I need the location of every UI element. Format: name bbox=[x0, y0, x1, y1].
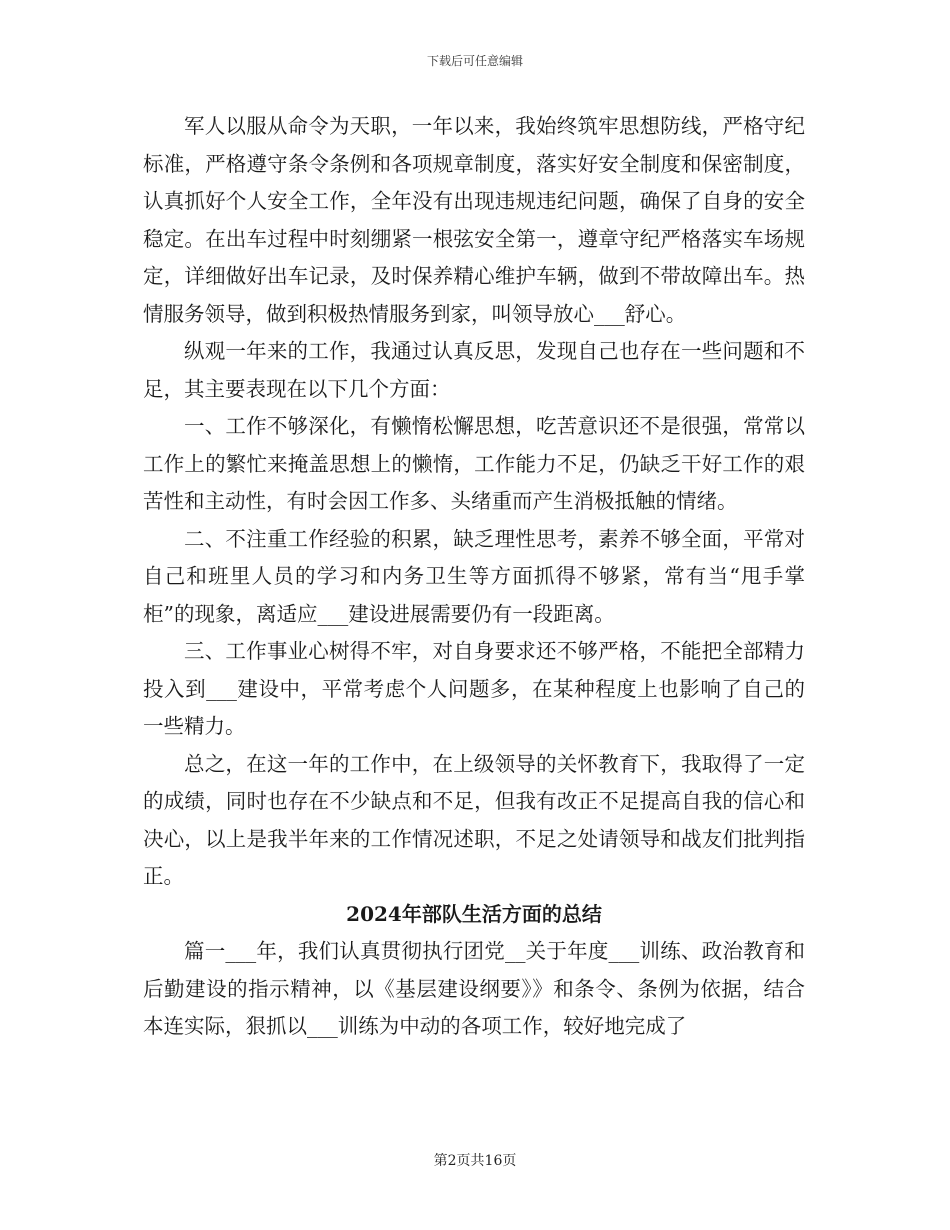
section-title: 2024年部队生活方面的总结 bbox=[346, 901, 602, 926]
paragraph-problem-one: 一、工作不够深化，有懒惰松懈思想，吃苦意识还不是很强，常常以工作上的繁忙来掩盖思想上的懒惰，工作能力不足，仍缺乏干好工作的艰苦性和主动性，有时会因工作多、头绪重而产生消极抵触的情绪。 bbox=[143, 414, 805, 513]
paragraph-discipline: 军人以服从命令为天职，一年以来，我始终筑牢思想防线，严格守纪标准，严格遵守条令条例和各项规章制度，落实好安全制度和保密制度，认真抓好个人安全工作，全年没有出现违规违纪问题，确保了自身的安全稳定。在出车过程中时刻绷紧一根弦安全第一，遵章守纪严格落实车场规定，详细做好出车记录，及时保养精心维护车辆，做到不带故障出车。热情服务领导，做到积极热情服务到家，叫领导放心___舒心。 bbox=[143, 114, 805, 326]
document-body bbox=[143, 108, 805, 1046]
page-number: 第2页共16页 bbox=[433, 1153, 517, 1169]
paragraph-section-one: 篇一___年，我们认真贯彻执行团党__关于年度___训练、政治教育和后勤建设的指示精神，以《基层建设纲要》》和条令、条例为依据，结合本连实际，狠抓以___训练为中动的各项工作，较好地完成了 bbox=[143, 939, 805, 1038]
paragraph-problem-three: 三、工作事业心树得不牢，对自身要求还不够严格，不能把全部精力投入到___建设中，平常考虑个人问题多，在某种程度上也影响了自己的一些精力。 bbox=[143, 639, 805, 738]
paragraph-reflection-intro: 纵观一年来的工作，我通过认真反思，发现自己也存在一些问题和不足，其主要表现在以下几个方面： bbox=[143, 339, 805, 401]
paragraph-conclusion: 总之，在这一年的工作中，在上级领导的关怀教育下，我取得了一定的成绩，同时也存在不少缺点和不足，但我有改正不足提高自我的信心和决心，以上是我半年来的工作情况述职，不足之处请领导和战友们批判指正。 bbox=[143, 751, 805, 888]
page-header-note: 下载后可任意编辑 bbox=[426, 54, 523, 68]
paragraph-problem-two: 二、不注重工作经验的积累，缺乏理性思考，素养不够全面，平常对自己和班里人员的学习和内务卫生等方面抓得不够紧，常有当“甩手掌柜”的现象，离适应___建设进展需要仍有一段距离。 bbox=[143, 526, 805, 626]
